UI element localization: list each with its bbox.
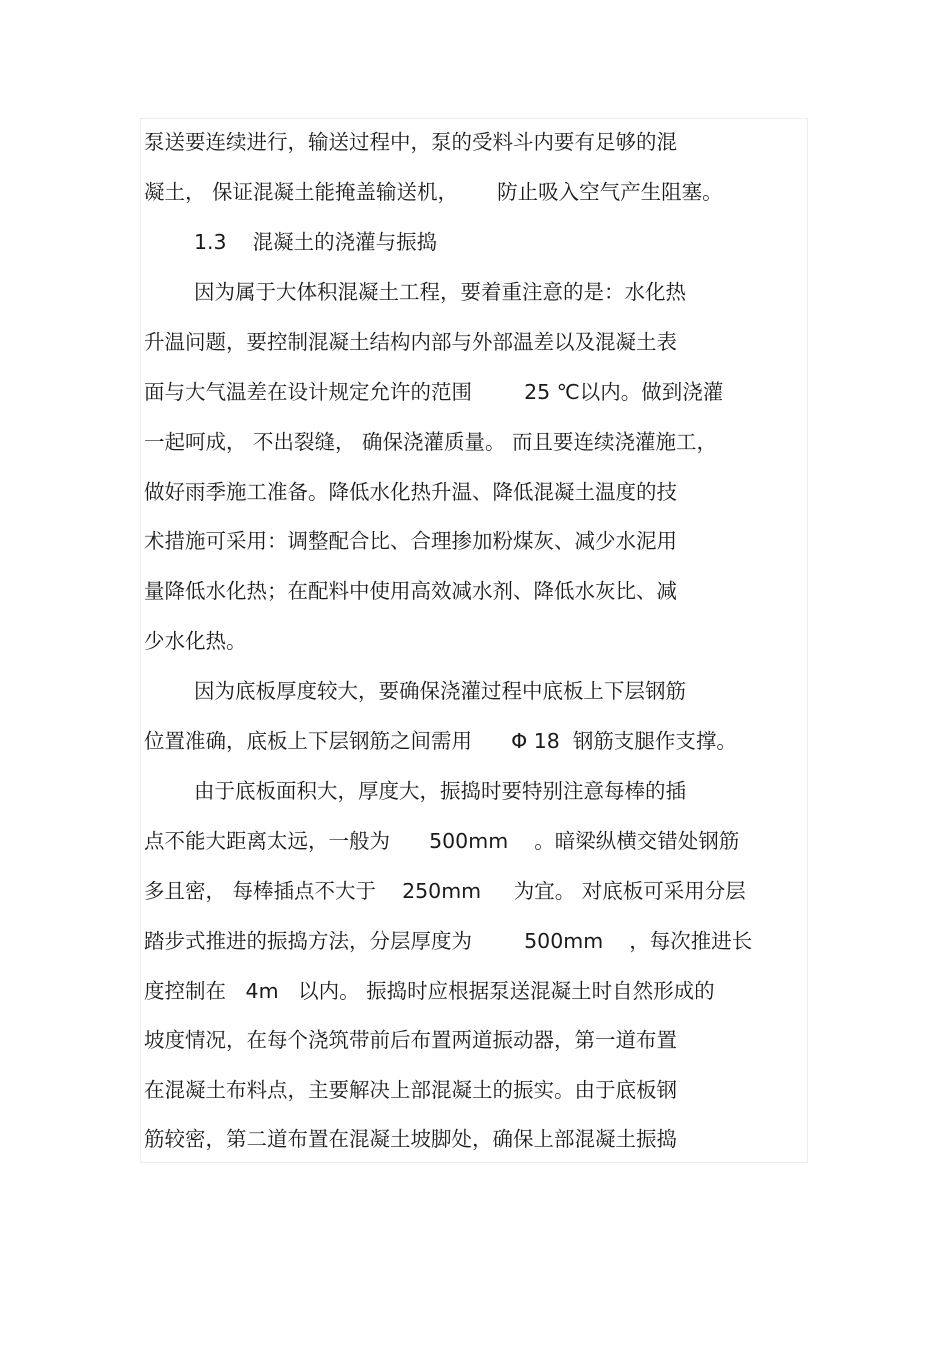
text-line: 多且密， 每棒插点不大于 250mm 为宜。 对底板可采用分层 [144,879,746,903]
text-line: 做好雨季施工准备。降低水化热升温、降低混凝土温度的技 [144,480,677,504]
text-line: 量降低水化热；在配料中使用高效减水剂、降低水灰比、减 [144,579,677,603]
text-line: 升温问题，要控制混凝土结构内部与外部温差以及混凝土表 [144,330,677,354]
text-line: 凝土， 保证混凝土能掩盖输送机， 防止吸入空气产生阻塞。 [144,180,723,204]
text-line: 一起呵成， 不出裂缝， 确保浇灌质量。 而且要连续浇灌施工， [144,430,718,454]
text-line: 少水化热。 [144,629,247,653]
text-line: 筋较密，第二道布置在混凝土坡脚处，确保上部混凝土振捣 [144,1127,677,1151]
text-line: 由于底板面积大，厚度大，振捣时要特别注意每棒的插 [194,779,686,803]
text-line: 位置准确，底板上下层钢筋之间需用 Φ 18 钢筋支腿作支撑。 [144,729,737,753]
text-line: 踏步式推进的振捣方法，分层厚度为 500mm ，每次推进长 [144,929,753,953]
section-heading: 1.3 混凝土的浇灌与振捣 [194,230,438,254]
text-line: 点不能大距离太远，一般为 500mm 。暗梁纵横交错处钢筋 [144,829,740,853]
text-line: 面与大气温差在设计规定允许的范围 25 ℃以内。做到浇灌 [144,380,724,404]
text-line: 泵送要连续进行，输送过程中，泵的受料斗内要有足够的混 [144,130,677,154]
text-line: 因为底板厚度较大，要确保浇灌过程中底板上下层钢筋 [194,679,686,703]
text-line: 因为属于大体积混凝土工程，要着重注意的是：水化热 [194,280,686,304]
text-line: 术措施可采用：调整配合比、合理掺加粉煤灰、减少水泥用 [144,529,677,553]
text-line: 在混凝土布料点，主要解决上部混凝土的振实。由于底板钢 [144,1078,677,1102]
text-line: 度控制在 4m 以内。 振捣时应根据泵送混凝土时自然形成的 [144,979,715,1003]
text-line: 坡度情况，在每个浇筑带前后布置两道振动器，第一道布置 [144,1028,677,1052]
